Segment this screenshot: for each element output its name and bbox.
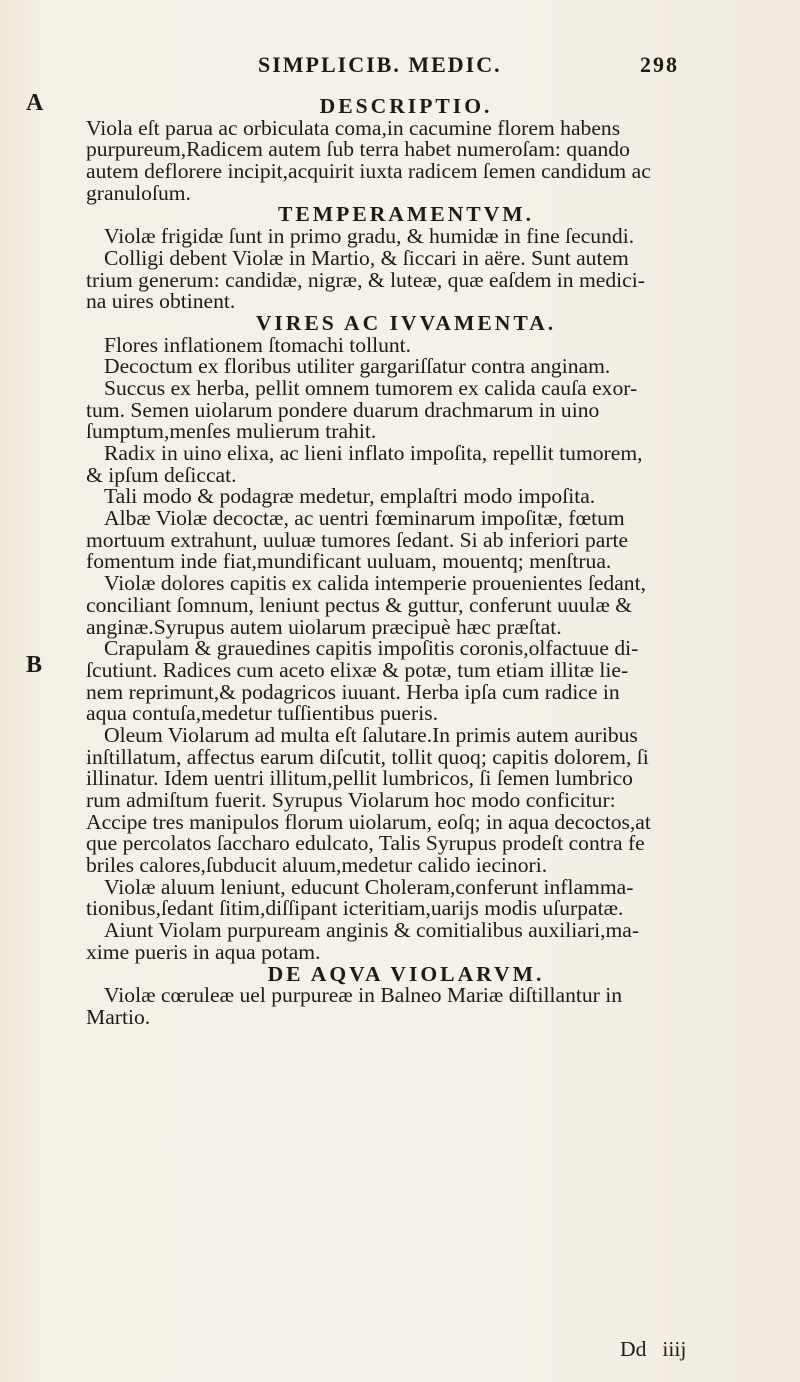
text-line: briles calores,ſubducit aluum,medetur calido iecinori. xyxy=(86,853,548,878)
text-line: fomentum inde fiat,mundificant uuluam, mouentq; menſtrua. xyxy=(86,549,612,574)
text-line: Decoctum ex floribus utiliter gargariſſatur contra anginam. xyxy=(104,354,611,379)
text-line: Albæ Violæ decoctæ, ac uentri fœminarum impoſitæ, fœtum xyxy=(104,506,625,531)
text-line: Radix in uino elixa, ac lieni inflato impoſita, repellit tumorem, xyxy=(104,441,643,465)
section-heading: VIRES AC IVVAMENTA. xyxy=(255,310,557,335)
text-line: na uires obtinent. xyxy=(86,289,236,314)
text-line: tum. Semen uiolarum pondere duarum drachmarum in uino xyxy=(86,397,600,422)
text-line: & ipſum deſiccat. xyxy=(86,462,237,487)
text-line: Violæ dolores capitis ex calida intemperie prouenientes ſedant, xyxy=(104,571,646,596)
text-line: aqua contuſa,medetur tuſſientibus pueris. xyxy=(86,701,439,726)
section-heading: DESCRIPTIO. xyxy=(319,94,493,118)
signature-letters: Dd xyxy=(620,1337,647,1361)
text-line: Violæ frigidæ ſunt in primo gradu, & humidæ in fine ſecundi. xyxy=(104,224,635,249)
text-line: tionibus,ſedant ſitim,diſſipant icteritiam,uarijs modis uſurpatæ. xyxy=(86,896,624,921)
signature-mark xyxy=(620,1337,686,1362)
text-line: Tali modo & podagræ medetur, emplaſtri modo impoſita. xyxy=(104,484,596,509)
text-line: autem deflorere incipit,acquirit iuxta radicem ſemen candidum ac xyxy=(86,159,651,184)
text-line: ſumptum,menſes mulierum trahit. xyxy=(86,419,377,444)
text-line: que percolatos ſaccharo edulcato, Talis Syrupus prodeſt contra fe xyxy=(86,831,645,856)
text-line: Colligi debent Violæ in Martio, & ſiccari in aëre. Sunt autem xyxy=(104,245,629,270)
margin-letter-a: A xyxy=(26,90,44,116)
text-line: granuloſum. xyxy=(86,180,191,205)
text-line: Succus ex herba, pellit omnem tumorem ex calida cauſa exor- xyxy=(104,375,638,400)
text-line: rum admiſtum fuerit. Syrupus Violarum hoc modo conficitur: xyxy=(86,788,616,812)
page-number: 298 xyxy=(640,52,679,77)
text-line: Viola eſt parua ac orbiculata coma,in cacumine florem habens xyxy=(86,115,621,140)
margin-letter-b: B xyxy=(26,652,43,678)
text-line: ſcutiunt. Radices cum aceto elixæ & potæ, tum etiam illitæ lie- xyxy=(86,657,629,682)
section-heading: TEMPERAMENTVM. xyxy=(277,202,535,227)
text-line: inſtillatum, affectus earum diſcutit, tollit quoq; capitis dolorem, ſi xyxy=(86,744,649,769)
running-title: SIMPLICIB. MEDIC. xyxy=(258,52,502,77)
section-heading: DE AQVA VIOLARVM. xyxy=(267,961,545,986)
text-line: mortuum extrahunt, uuluæ tumores ſedant. Si ab inferiori parte xyxy=(86,527,629,552)
text-block xyxy=(86,96,726,1029)
text-line: Martio. xyxy=(86,1004,151,1029)
text-line: purpureum,Radicem autem ſub terra habet numeroſam: quando xyxy=(86,137,630,162)
text-line: Aiunt Violam purpuream anginis & comitialibus auxiliari,ma- xyxy=(104,918,640,943)
text-line: xime pueris in aqua potam. xyxy=(86,939,321,964)
text-line: Violæ aluum leniunt, educunt Choleram,conferunt inflamma- xyxy=(104,874,634,899)
text-line: nem reprimunt,& podagricos iuuant. Herba ipſa cum radice in xyxy=(86,679,620,704)
text-line: conciliant ſomnum, leniunt pectus & guttur, conferunt uuulæ & xyxy=(86,592,633,617)
text-line: illinatur. Idem uentri illitum,pellit lumbricos, ſi ſemen lumbrico xyxy=(86,766,633,791)
text-line: Crapulam & grauedines capitis impoſitis coronis,olfactuue di- xyxy=(104,636,639,661)
signature-number: iiij xyxy=(662,1337,687,1361)
text-line: Oleum Violarum ad multa eſt ſalutare.In primis autem auribus xyxy=(104,722,638,747)
text-line: trium generum: candidæ, nigræ, & luteæ, quæ eaſdem in medici- xyxy=(86,267,645,292)
text-line: Flores inflationem ſtomachi tollunt. xyxy=(104,332,412,357)
text-line: anginæ.Syrupus autem uiolarum præcipuè hæc præſtat. xyxy=(86,614,562,639)
text-line: Violæ cœruleæ uel purpureæ in Balneo Mariæ diſtillantur in xyxy=(104,983,623,1008)
text-line: Accipe tres manipulos florum uiolarum, eoſq; in aqua decoctos,at xyxy=(86,809,651,834)
